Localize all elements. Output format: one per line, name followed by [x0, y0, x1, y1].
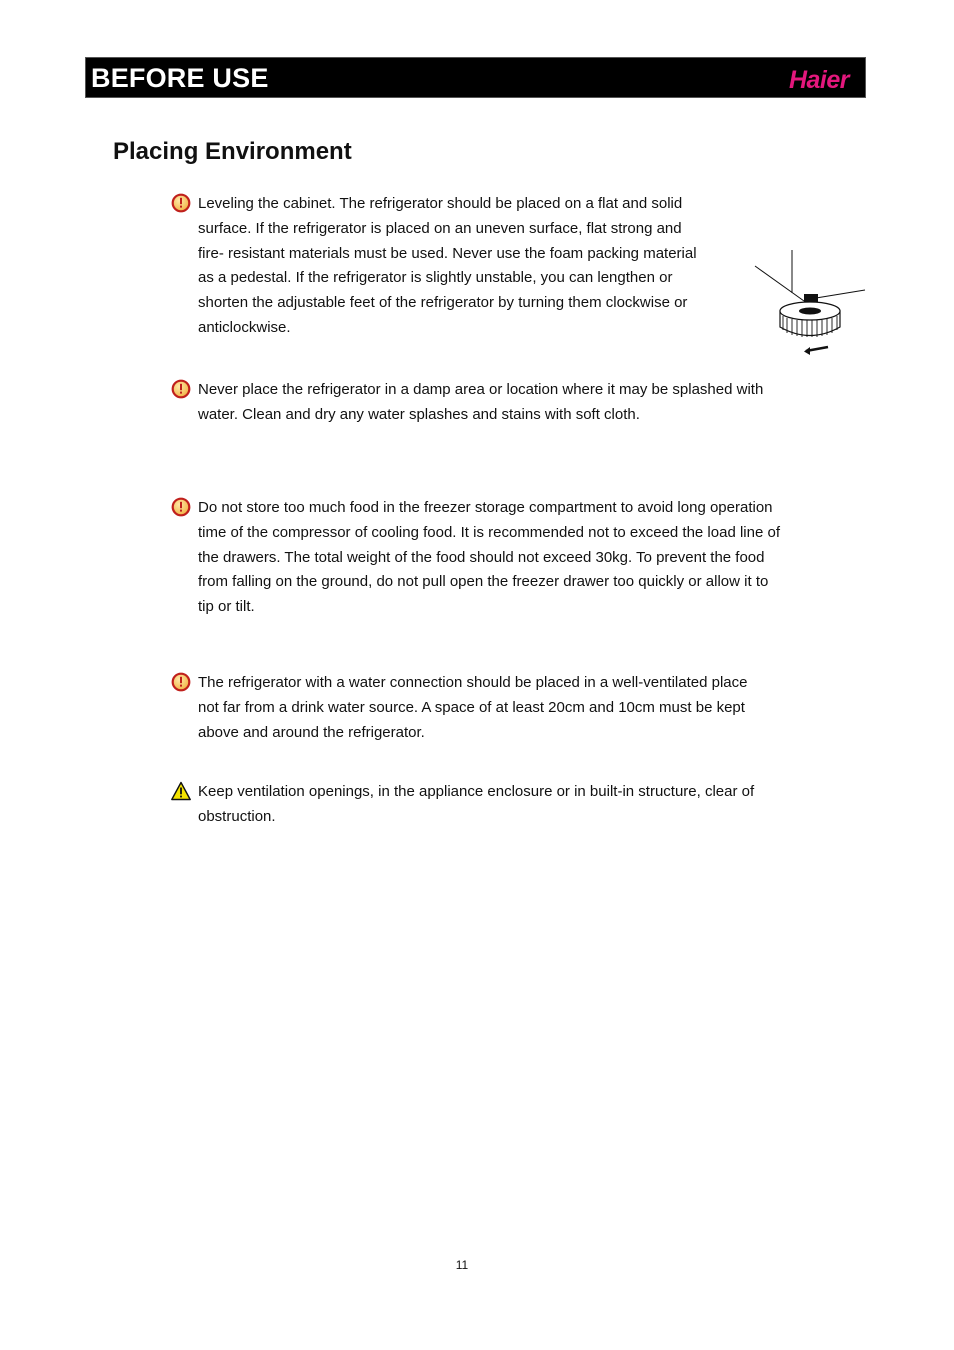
instruction-text	[198, 496, 780, 620]
text-line: obstruction.	[198, 807, 276, 825]
adjustable-foot-icon	[752, 248, 868, 360]
text-line: above and around the refrigerator.	[198, 723, 425, 741]
instruction-text	[198, 192, 697, 341]
header-title: BEFORE USE	[91, 63, 269, 93]
haier-logo: Haier	[788, 66, 849, 94]
text-line: anticlockwise.	[198, 318, 291, 336]
text-line: Never place the refrigerator in a damp area or location where it may be splashed with	[198, 381, 764, 398]
text-line: shorten the adjustable feet of the refrigerator by turning them clockwise or	[198, 294, 688, 312]
text-line: not far from a drink water source. A space of at least 20cm and 10cm must be kept	[198, 698, 745, 716]
section-title: Placing Environment	[113, 138, 352, 165]
text-line: the drawers. The total weight of the food should not exceed 30kg. To prevent the food	[198, 548, 765, 566]
warning-triangle-icon	[171, 781, 191, 801]
text-line: Do not store too much food in the freezer storage compartment to avoid long operation	[198, 499, 773, 516]
text-line: tip or tilt.	[198, 598, 255, 616]
text-line: Leveling the cabinet. The refrigerator should be placed on a flat and solid	[198, 195, 683, 212]
caution-circle-icon	[171, 193, 191, 213]
instruction-text	[198, 378, 763, 428]
text-line: Keep ventilation openings, in the appliance enclosure or in built-in structure, clear of	[198, 783, 755, 800]
text-line: The refrigerator with a water connection should be placed in a well-ventilated place	[198, 674, 748, 691]
text-line: from falling on the ground, do not pull open the freezer drawer too quickly or allow it to	[198, 573, 769, 591]
caution-circle-icon	[171, 379, 191, 399]
text-line: as a pedestal. If the refrigerator is slightly unstable, you can lengthen or	[198, 269, 673, 287]
caution-circle-icon	[171, 672, 191, 692]
text-line: fire- resistant materials must be used. Never use the foam packing material	[198, 244, 697, 262]
text-line: surface. If the refrigerator is placed on an uneven surface, flat strong and	[198, 219, 682, 237]
page-number: 11	[455, 1258, 469, 1272]
instruction-text	[198, 671, 747, 745]
text-line: time of the compressor of cooling food. It is recommended not to exceed the load line of	[198, 523, 780, 541]
caution-circle-icon	[171, 497, 191, 517]
header-bar	[85, 57, 866, 98]
text-line: water. Clean and dry any water splashes and stains with soft cloth.	[198, 405, 640, 423]
instruction-text	[198, 780, 754, 830]
